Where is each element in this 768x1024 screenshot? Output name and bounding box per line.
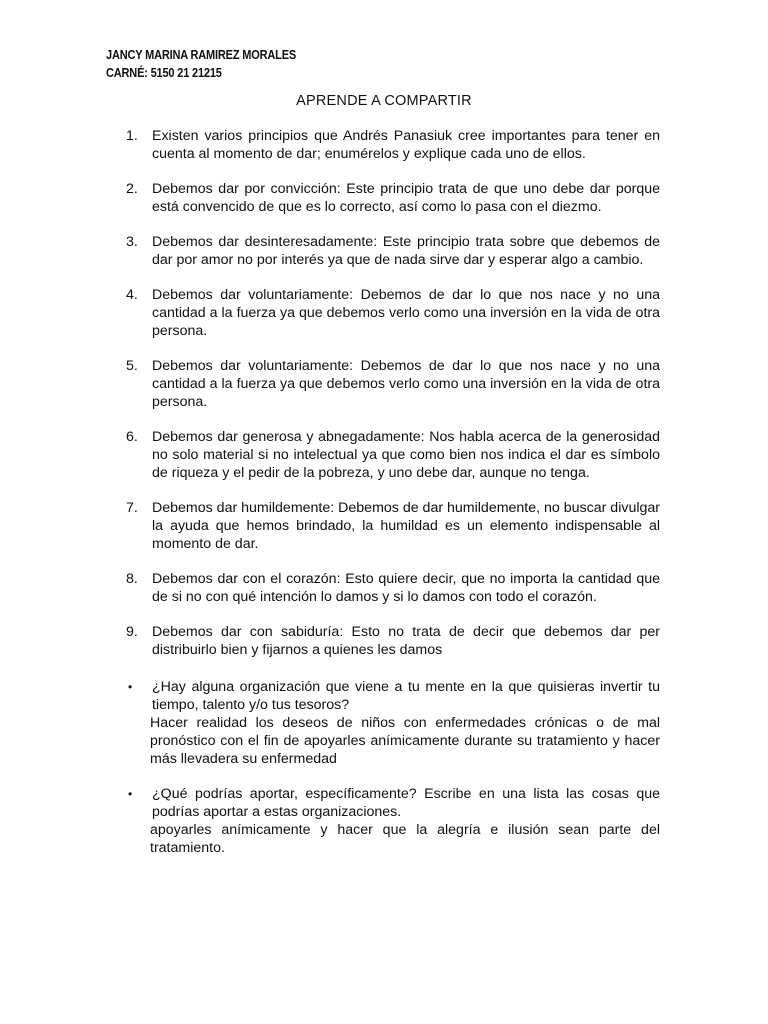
item-number: 7. (126, 500, 138, 516)
item-number: 2. (126, 181, 138, 197)
list-item (0, 570, 768, 606)
document-title: APRENDE A COMPARTIR (296, 93, 472, 109)
bullet-icon: • (128, 787, 133, 801)
question-text: ¿Hay alguna organización que viene a tu mente en la que quisieras invertir tu tiempo, talento y/o tus tesoros? (152, 679, 660, 713)
list-item (0, 499, 768, 553)
list-item (0, 357, 768, 411)
list-item (0, 428, 768, 482)
answer-text: apoyarles anímicamente y hacer que la alegría e ilusión sean parte del tratamiento. (150, 822, 660, 856)
bullet-item (0, 678, 768, 768)
item-text: Debemos dar con sabiduría: Esto no trata de decir que debemos dar per distribuirlo bien y fijarnos a quienes les damos (152, 624, 660, 658)
item-number: 8. (126, 571, 138, 587)
item-text: Debemos dar desinteresadamente: Este principio trata sobre que debemos de dar por amor no por interés ya que de nada sirve dar y esperar algo a cambio. (152, 234, 660, 268)
author-block (106, 46, 296, 82)
list-item (0, 180, 768, 216)
item-text: Debemos dar voluntariamente: Debemos de dar lo que nos nace y no una cantidad a la fuerza ya que debemos verlo como una inversión en la vida de otra persona. (152, 358, 660, 410)
bullet-icon: • (128, 680, 133, 694)
item-number: 3. (126, 234, 138, 250)
item-text: Debemos dar por convicción: Este principio trata de que uno debe dar porque está convencido de que es lo correcto, así como lo pasa con el diezmo. (152, 181, 660, 215)
item-text: Debemos dar generosa y abnegadamente: Nos habla acerca de la generosidad no solo material si no intelectual ya que como bien nos indica el dar es símbolo de riqueza y el pedir de la pobreza, y uno debe dar, aunque no tenga. (152, 429, 660, 481)
student-id: CARNÉ: 5150 21 21215 (106, 66, 222, 80)
item-text: Debemos dar con el corazón: Esto quiere decir, que no importa la cantidad que de si no con qué intención lo damos y si lo damos con todo el corazón. (152, 571, 660, 605)
item-number: 4. (126, 287, 138, 303)
list-item (0, 233, 768, 269)
item-text: Existen varios principios que Andrés Panasiuk cree importantes para tener en cuenta al momento de dar; enumérelos y explique cada uno de ellos. (152, 128, 660, 162)
item-number: 1. (126, 128, 138, 144)
question-text: ¿Qué podrías aportar, específicamente? Escribe en una lista las cosas que podrías aportar a estas organizaciones. (152, 786, 660, 820)
author-name: JANCY MARINA RAMIREZ MORALES (106, 48, 297, 62)
bullet-item (0, 785, 768, 857)
content-list (0, 127, 768, 874)
item-text: Debemos dar voluntariamente: Debemos de dar lo que nos nace y no una cantidad a la fuerza ya que debemos verlo como una inversión en la vida de otra persona. (152, 287, 660, 339)
list-item (0, 286, 768, 340)
list-item (0, 127, 768, 163)
answer-text: Hacer realidad los deseos de niños con enfermedades crónicas o de mal pronóstico con el fin de apoyarles anímicamente durante su tratamiento y hacer más llevadera su enfermedad (150, 715, 660, 767)
list-item (0, 623, 768, 659)
item-number: 5. (126, 358, 138, 374)
item-number: 6. (126, 429, 138, 445)
item-number: 9. (126, 624, 138, 640)
item-text: Debemos dar humildemente: Debemos de dar humildemente, no buscar divulgar la ayuda que hemos brindado, la humildad es un elemento indispensable al momento de dar. (152, 500, 660, 552)
